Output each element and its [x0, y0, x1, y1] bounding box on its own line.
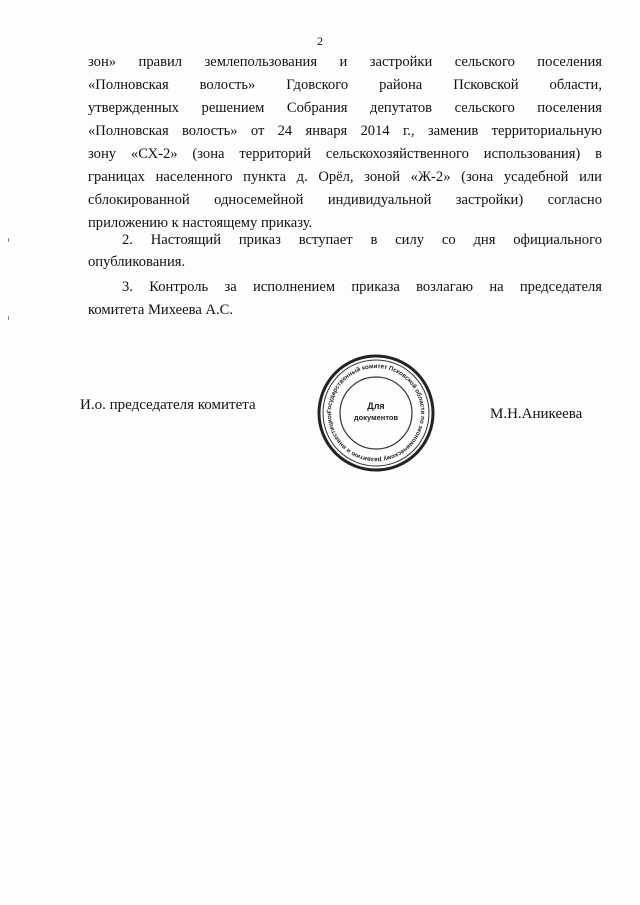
official-stamp — [316, 353, 436, 473]
body-line-3: утвержденных решением Собрания депутатов сельского поселения — [88, 100, 602, 116]
body-line-7: сблокированной односемейной индивидуальной застройки) согласно — [88, 192, 602, 208]
clause-3-line-1: 3. Контроль за исполнением приказа возлагаю на председателя — [122, 279, 602, 295]
clause-3-line-2: комитета Михеева А.С. — [88, 302, 234, 318]
scan-speck — [8, 238, 9, 242]
signatory-title: И.о. председателя комитета — [80, 397, 256, 413]
body-line-4: «Полновская волость» от 24 января 2014 г., заменив территориальную — [88, 123, 602, 139]
body-line-5: зону «СХ-2» (зона территорий сельскохозяйственного использования) в — [88, 146, 602, 162]
signatory-name: М.Н.Аникеева — [490, 406, 583, 422]
page-number: 2 — [317, 34, 323, 48]
body-line-8: приложению к настоящему приказу. — [88, 215, 313, 231]
body-line-6: границах населенного пункта д. Орёл, зоной «Ж-2» (зона усадебной или — [88, 169, 602, 185]
body-line-1: зон» правил землепользования и застройки сельского поселения — [88, 54, 602, 70]
stamp-center-text-2: документов — [353, 413, 399, 422]
body-line-2: «Полновская волость» Гдовского района Псковской области, — [88, 77, 602, 93]
stamp-center-text-1: Для — [367, 401, 385, 411]
scan-speck — [8, 316, 9, 320]
clause-2-line-1: 2. Настоящий приказ вступает в силу со дня официального — [122, 232, 602, 248]
stamp-ring-text: Государственный комитет Псковской области по экономическому развитию и инвестицион — [325, 362, 427, 464]
clause-2-line-2: опубликования. — [88, 254, 186, 270]
